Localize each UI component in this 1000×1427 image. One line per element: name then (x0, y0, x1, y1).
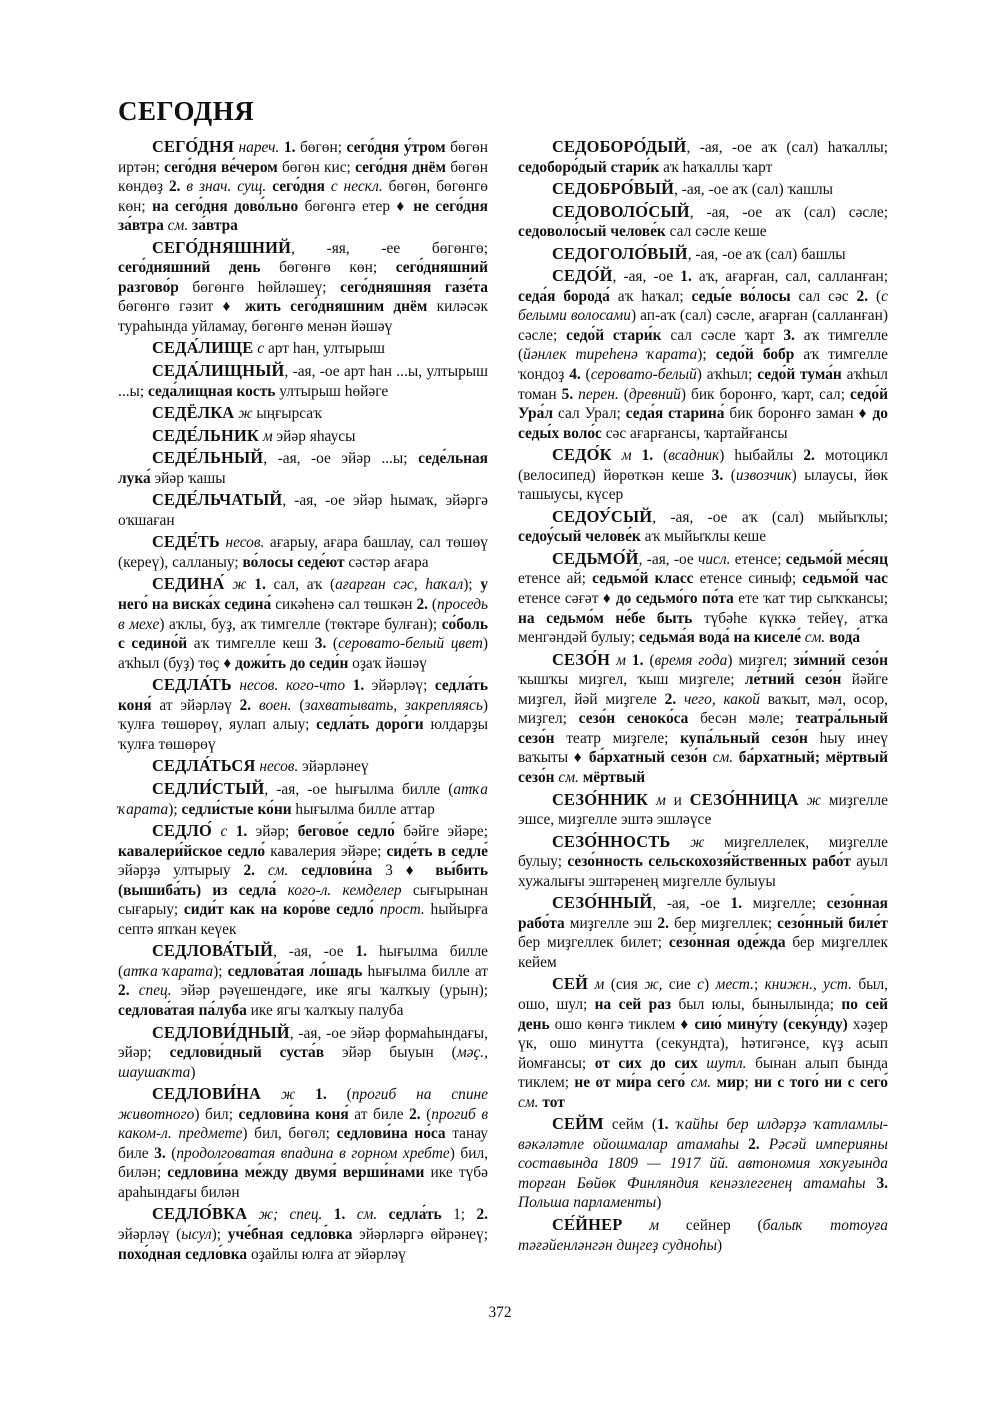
entry-sezonnyy: СЕЗО́ННЫЙ, -ая, -ое 1. миҙгелле; сезо́нная рабо́та миҙгелле эш 2. бер миҙгеллек; сезо́нный биле́т бер миҙгеллек билет; сезо́нная оде́жда бер миҙгеллек кейем (518, 893, 888, 971)
entry-sedlistyy: СЕДЛИ́СТЫЙ, -ая, -ое һығылма билле (атҡа ҡарата); седли́стые ко́ни һығылма билле аттар (118, 778, 488, 818)
entry-sedok: СЕДО́К м 1. (всадник) һыбайлы 2. мотоцикл (велосипед) йөрөткән кеше 3. (извозчик) ылаусы, йөк ташыусы, күсер (518, 445, 888, 504)
entry-sedogolovyy: СЕДОГОЛО́ВЫЙ, -ая, -ое аҡ (сал) башлы (552, 243, 846, 263)
running-head: СЕГОДНЯ (118, 96, 255, 126)
entry-segodnya: СЕГО́ДНЯ нареч. 1. бөгөн; сего́дня у́тром бөгөн иртән; сего́дня ве́чером бөгөн кис; сего́дня днём бөгөн көндөҙ 2. в знач. сущ. сего́дня с нескл. бөгөн, бөгөнгө көн; на сего́дня дово́льно бөгөнгә етер ♦ не сего́дня за́втра см. за́втра (118, 137, 488, 235)
entry-sedelnyy: СЕДЕ́ЛЬНЫЙ, -ая, -ое эйәр ...ы; седе́льная лука́ эйәр ҡашы (118, 448, 488, 487)
page-number: 372 (488, 1304, 512, 1321)
entry-sedlo: СЕДЛО́ с 1. эйәр; бегово́е седло́ бәйге эйәре; кавалери́йское седло́ кавалерия эйәре; сиде́ть в седле́ эйәрҙә ултырыу 2. см. седлови́на 3 ♦ вы́бить (вышиба́ть) из седла́ кого-л. кемделер сығырынан сығарыу; сиди́т как на коро́ве седло́ прост. һыйырға септә япҡан кеүек (118, 821, 489, 938)
entry-sezon: СЕЗО́Н м 1. (время года) миҙгел; зи́мний сезо́н ҡышҡы миҙгел, ҡыш миҙгеле; ле́тний сезо́н йәйге миҙгел, йәй миҙгеле 2. чего, какой ваҡыт, мәл, осор, миҙгел; сезо́н сеноко́са бесән мәле; театра́льный сезо́н театр миҙгеле; купа́льный сезо́н һыу инеү ваҡыты ♦ ба́рхатный сезо́н см. ба́рхатный; мёртвый сезо́н см. мёртвый (518, 649, 889, 786)
entry-sedlat: СЕДЛА́ТЬ несов. кого-что 1. эйәрләү; седла́ть коня́ ат эйәрләү 2. воен. (захватывать, закрепляясь) ҡулға төшөрөү, яулап алыу; седла́ть доро́ги юлдарҙы ҡулға төшөрөү (118, 675, 489, 753)
entry-sedina: СЕДИНА́ ж 1. сал, аҡ (ағарған сәс, һаҡал); у него́ на виска́х седина́ сикәһенә сал төшкән 2. (проседь в мехе) аҡлы, буҙ, аҡ тимгелле (төктәре булған); со́боль с седино́й аҡ тимгелле кеш 3. (серовато-белый цвет) аҡһыл (буҙ) төҫ ♦ дожи́ть до седи́н оҙаҡ йәшәү (118, 574, 489, 672)
entry-sedlatsya: СЕДЛА́ТЬСЯ несов. эйәрләнеү (152, 756, 369, 776)
entry-sezonnost: СЕЗО́ННОСТЬ ж миҙгеллелек, миҙгелле булыу; сезо́нность сельскохозя́йственных рабо́т ауыл хужалығы эштәренең миҙгелле булыуы (518, 831, 888, 890)
entry-sedobrovyy: СЕДОБРО́ВЫЙ, -ая, -ое аҡ (сал) ҡашлы (552, 179, 833, 199)
left-column (118, 137, 488, 1266)
entry-sedalishchnyy: СЕДА́ЛИЩНЫЙ, -ая, -ое арт һан ...ы, ултырыш ...ы; седа́лищная кость ултырыш һөйәге (118, 361, 488, 400)
entry-sedelchatyy: СЕДЕ́ЛЬЧАТЫЙ, -ая, -ое эйәр һымаҡ, эйәргә оҡшаған (118, 490, 488, 529)
entry-seyner: СЕ́ЙНЕР м сейнер (балыҡ тотоуға тәғәйенләнгән диңгеҙ судноһы) (518, 1214, 888, 1254)
entry-segodnyashniy: СЕГО́ДНЯШНИЙ, -яя, -ее бөгөнгө; сего́дняшний день бөгөнгө көн; сего́дняшний разгово́р бөгөнгө һөйләшеү; сего́дняшняя газе́та бөгөнгө гәзит ♦ жить сего́дняшним днём киләсәк тураһында уйламау, бөгөнгө менән йәшәү (118, 237, 488, 335)
entry-sedlovidnyy: СЕДЛОВИ́ДНЫЙ, -ая, -ое эйәр формаһындағы, эйәр; седлови́дный суста́в эйәр быуын (мәҫ., шаушаҡта) (118, 1022, 488, 1081)
entry-sedoy: СЕДО́Й, -ая, -ое 1. аҡ, ағарған, сал, салланған; седа́я борода́ аҡ һаҡал; седы́е во́лосы сал сәс 2. (с белыми волосами) ап-аҡ (сал) сәсле, ағарған (салланған) сәсле; седо́й стари́к сал сәсле ҡарт 3. аҡ тимгелле (йәнлек тиреһенә ҡарата); седо́й бобр аҡ тимгелле ҡондоҙ 4. (серовато-белый) аҡһыл; седо́й тума́н аҡһыл томан 5. перен. (древний) бик боронғо, ҡарт, сал; седо́й Ура́л сал Урал; седа́я старина́ бик боронғо заман ♦ до седы́х воло́с сәс ағарғансы, ҡартайғансы (518, 266, 889, 442)
entry-sedoborodyy: СЕДОБОРО́ДЫЙ, -ая, -ое аҡ (сал) һаҡаллы; седоборо́дый стари́к аҡ һаҡаллы ҡарт (518, 137, 888, 176)
entry-sey: СЕЙ м (сия ж, сие с) мест.; книжн., уст. был, ошо, шул; на сей раз был юлы, бынылында; по сей день ошо көнгә тиклем ♦ сию́ мину́ту (секу́нду) хәҙер үк, ошо минутта (секундта), һәтигәнсе, күҙ асып йомғансы; от сих до сих шутл. бынан алып бында тиклем; не от ми́ра сего́ см. мир; ни с того́ ни с сего́ см. тот (518, 974, 889, 1111)
entry-sedovolosyy: СЕДОВОЛО́СЫЙ, -ая, -ое аҡ (сал) сәсле; седоволо́сый челове́к сал сәсле кеше (518, 201, 888, 241)
entry-sedmoy: СЕДЬМО́Й, -ая, -ое числ. етенсе; седьмо́й ме́сяц етенсе ай; седьмо́й класс етенсе синыф; седьмо́й час етенсе сәғәт ♦ до седьмо́го по́та ете ҡат тир сыҡҡансы; на седьмо́м не́бе быть түбәһе күккә тейеү, атҡа менгәндәй булыу; седьма́я вода́ на киселе́ см. вода́ (518, 548, 888, 647)
entry-sedousyy: СЕДОУ́СЫЙ, -ая, -ое аҡ (сал) мыйыҡлы; седоу́сый челове́к аҡ мыйыҡлы кеше (518, 506, 888, 546)
entry-seym: СЕЙМ сейм (1. ҡайһы бер илдәрҙә ҡатламлы-вәкәләтле ойошмалар атамаһы 2. Рәсәй империяны составында 1809 — 1917 йй. автономия хоҡуғында торған Бөйөк Финляндия кенәзлегенең атамаһы 3. Польша парламенты) (518, 1114, 888, 1212)
entry-sedyolka: СЕДЁЛКА ж ыңғырсаҡ (152, 403, 322, 423)
entry-sedlovina: СЕДЛОВИ́НА ж 1. (прогиб на спине животного) бил; седлови́на коня́ ат биле 2. (прогиб в каком-л. предмете) бил, бөгөл; седлови́на но́са танау биле 3. (продолговатая впадина в горном хребте) бил, билән; седлови́на ме́жду двумя́ верши́нами ике түбә араһындағы билән (118, 1084, 488, 1201)
right-column (518, 137, 888, 1257)
entry-sedet: СЕДЕ́ТЬ несов. ағарыу, ағара башлау, сал төшөү (кереү), салланыу; во́лосы седе́ют сәстәр ағара (118, 532, 488, 571)
entry-sedelnik: СЕДЕ́ЛЬНИК м эйәр яһаусы (152, 425, 356, 445)
entry-sedlovka: СЕДЛО́ВКА ж; спец. 1. см. седла́ть 1; 2. эйәрләү (ысул); уче́бная седло́вка эйәрләргә өйрәнеү; похо́дная седло́вка оҙайлы юлға ат эйәрләү (118, 1204, 488, 1263)
entry-sezonnik: СЕЗО́ННИК м и СЕЗО́ННИЦА ж миҙгелле эшсе, миҙгелле эштә эшләүсе (518, 789, 888, 829)
entry-sedlovatyy: СЕДЛОВА́ТЫЙ, -ая, -ое 1. һығылма билле (атҡа ҡарата); седлова́тая ло́шадь һығылма билле ат 2. спец. эйәр рәүешендәге, ике ягы ҡалҡыу (урын); седлова́тая па́луба ике ягы ҡалҡыу палуба (118, 941, 488, 1019)
entry-sedalishche: СЕДА́ЛИЩЕ с арт һан, ултырыш (152, 338, 385, 358)
